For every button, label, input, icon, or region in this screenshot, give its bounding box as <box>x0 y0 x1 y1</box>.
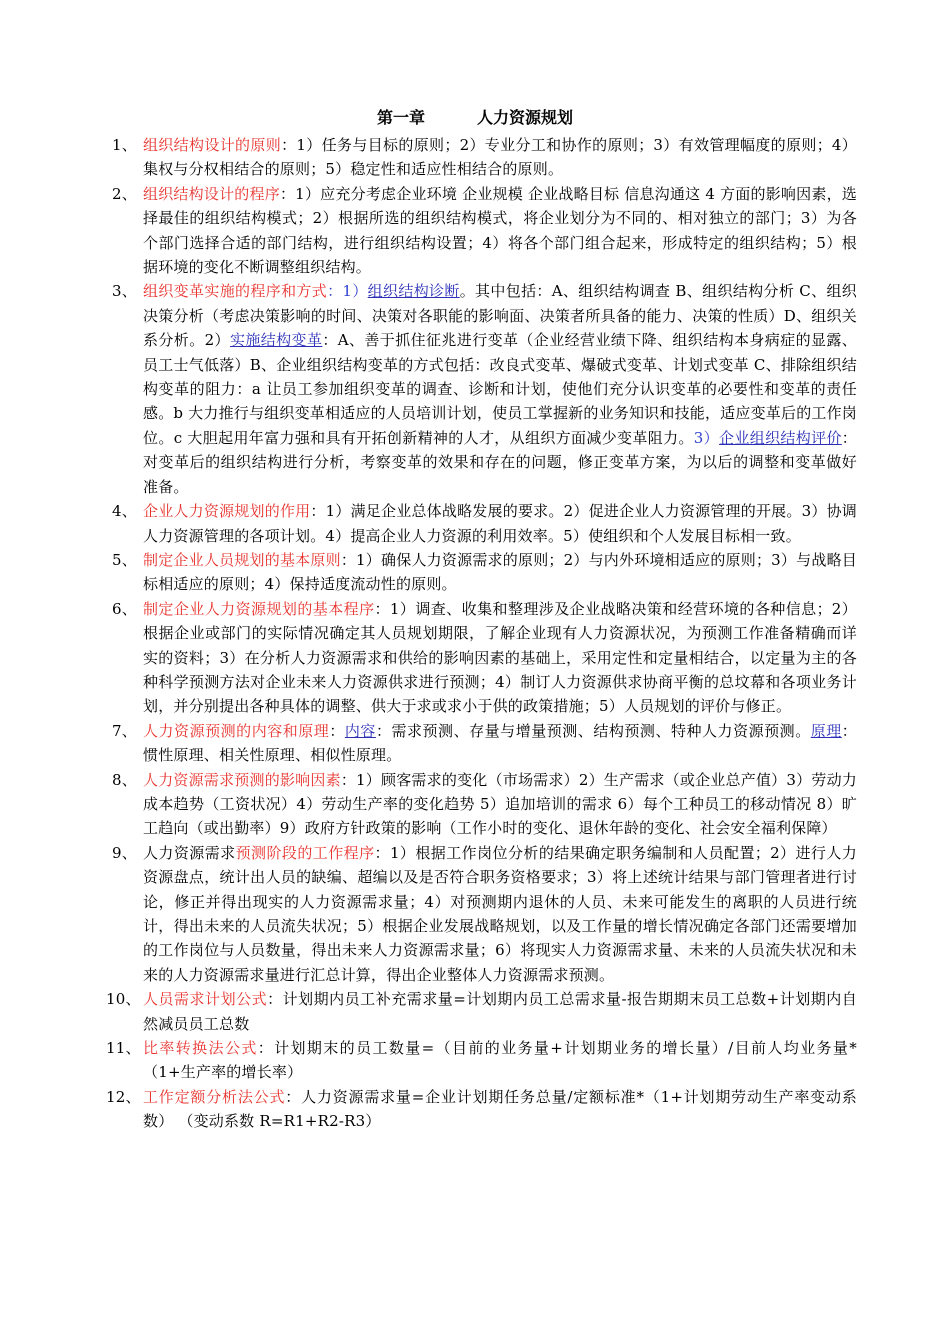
item-subnumber: 3） <box>693 428 720 447</box>
list-item <box>106 987 857 1036</box>
item-number: 4、 <box>112 502 137 521</box>
item-heading: 人力资源预测的内容和原理 <box>143 721 330 740</box>
item-text: ：A、善于抓住征兆进行变革（企业经营业绩下降、组织结构本身病症的显露、员工士气低落）B、企业组织结构变革的方式包括：改良式变革、爆破式变革、计划式变革 C、排除组织结构变革的阻力：a 让员工参加组织变革的调查、诊断和计划，使他们充分认识变革的必要性和变革的责任感。b 大力推行与组织变革相适应的人员培训计划，使员工掌握新的业务知识和技能，适应变革后的工作岗位。c 大胆起用年富力强和具有开拓创新精神的人才，从组织方面减少变革阻力。 <box>143 331 857 447</box>
item-heading: 组织结构设计的原则 <box>143 136 282 154</box>
item-link[interactable]: 原理 <box>810 721 842 740</box>
item-number: 7、 <box>112 721 137 740</box>
list-item <box>106 1085 857 1134</box>
list-item <box>112 768 857 841</box>
item-text: ：需求预测、存量与增量预测、结构预测、特种人力资源预测。 <box>375 721 811 740</box>
item-heading: 工作定额分析法公式 <box>143 1087 286 1106</box>
chapter-name: 人力资源规划 <box>477 108 574 127</box>
item-heading: 组织结构设计的程序 <box>143 184 280 203</box>
item-number: 12、 <box>106 1087 141 1106</box>
item-heading: 人员需求计划公式 <box>143 990 268 1009</box>
item-number: 9、 <box>112 843 137 862</box>
item-number: 2、 <box>112 184 137 203</box>
item-heading: 组织变革实施的程序和方式 <box>143 282 328 301</box>
list-item <box>112 597 857 719</box>
item-text: ：1）根据工作岗位分析的结果确定职务编制和人员配置；2）进行人力资源盘点，统计出人员的缺编、超编以及是否符合职务资格要求；3）将上述统计结果与部门管理者进行讨论，修正并得出现实的人力资源需求量；4）对预测期内退休的人员、未来可能发生的离职的人员进行统计，得出未来的人员流失状况；5）根据企业发展战略规划，以及工作量的增长情况确定各部门还需要增加的工作岗位与人员数量，得出未来人力资源需求量；6）将现实人力资源需求量、未来的人员流失状况和未来的人力资源需求量进行汇总计算，得出企业整体人力资源需求预测。 <box>143 843 857 984</box>
item-heading: 人力资源需求预测的影响因素 <box>143 770 341 789</box>
item-text: ：1）应充分考虑企业环境 企业规模 企业战略目标 信息沟通这 4 方面的影响因素，选择最佳的组织结构模式；2）根据所选的组织结构模式，将企业划分为不同的、相对独立的部门；3）为各个部门选择合适的部门结构，进行组织结构设置；4）将各个部门组合起来，形成特定的组织结构；5）根据环境的变化不断调整组织结构。 <box>143 184 857 277</box>
item-text: ：1）确保人力资源需求的原则；2）与内外环境相适应的原则；3）与战略目标相适应的原则；4）保持适度流动性的原则。 <box>143 550 857 594</box>
item-number: 10、 <box>106 990 141 1009</box>
list-item <box>112 841 857 987</box>
item-text: ：惯性原理、相关性原理、相似性原理。 <box>143 721 857 765</box>
item-link[interactable]: 内容 <box>344 721 376 740</box>
list-item <box>112 182 857 280</box>
item-text: ： <box>329 721 345 740</box>
item-text: 。其中包括：A、组织结构调查 B、组织结构分析 C、组织决策分析（考虑决策影响的时间、决策对各职能的影响面、决策者所具备的能力、决策的性质）D、组织关系分析。2） <box>143 282 857 350</box>
item-link[interactable]: 实施结构变革 <box>229 331 323 350</box>
list-item <box>112 548 857 597</box>
item-text: ：1）满足企业总体战略发展的要求。2）促进企业人力资源管理的开展。3）协调人力资源管理的各项计划。4）提高企业人力资源的利用效率。5）使组织和个人发展目标相一致。 <box>143 502 857 545</box>
chapter-title <box>0 107 950 129</box>
item-number: 11、 <box>106 1039 141 1058</box>
item-link[interactable]: 组织结构诊断 <box>367 282 460 301</box>
list-item <box>112 719 857 768</box>
item-heading: 比率转换法公式 <box>143 1039 258 1058</box>
numbered-list <box>106 133 858 1134</box>
chapter-number: 第一章 <box>376 108 425 127</box>
item-text: ：人力资源需求量=企业计划期任务总量/定额标准*（1+计划期劳动生产率变动系数） （变动系数 R=R1+R2-R3） <box>143 1087 857 1131</box>
item-link[interactable]: 企业组织结构评价 <box>719 428 842 447</box>
item-text: ：对变革后的组织结构进行分析，考察变革的效果和存在的问题，修正变革方案，为以后的调整和变革做好准备。 <box>143 428 857 496</box>
item-text: ：1）调查、收集和整理涉及企业战略决策和经营环境的各种信息；2）根据企业或部门的实际情况确定其人员规划期限，了解企业现有人力资源状况，为预测工作准备精确而详实的资料；3）在分析人力资源需求和供给的影响因素的基础上，采用定性和定量相结合，以定量为主的各种科学预测方法对企业未来人力资源供求进行预测；4）制订人力资源供求协商平衡的总坟幕和各项业务计划，并分别提出各种具体的调整、供大于求或求小于供的政策措施；5）人员规划的评价与修正。 <box>143 599 857 716</box>
item-text: 人力资源需求 <box>143 843 236 862</box>
item-number: 6、 <box>112 599 137 618</box>
list-item <box>106 1036 858 1085</box>
item-text: ：计划期末的员工数量=（目前的业务量+计划期业务的增长量）/目前人均业务量*（1+生产率的增长率） <box>143 1039 858 1082</box>
item-heading: 预测阶段的工作程序 <box>235 843 375 862</box>
item-text: ：计划期内员工补充需求量=计划期内员工总需求量-报告期期末员工总数+计划期内自然减员员工总数 <box>143 990 857 1033</box>
item-heading: 企业人力资源规划的作用 <box>143 502 311 521</box>
item-number: 1、 <box>112 136 137 154</box>
list-item <box>112 499 857 548</box>
list-item <box>112 279 857 499</box>
item-subnumber: ：1） <box>327 282 368 301</box>
item-number: 8、 <box>112 770 137 789</box>
item-heading: 制定企业人力资源规划的基本程序 <box>143 599 375 618</box>
item-number: 3、 <box>112 282 137 301</box>
list-item <box>112 133 857 182</box>
item-number: 5、 <box>112 550 137 569</box>
item-heading: 制定企业人员规划的基本原则 <box>143 550 341 569</box>
item-text: ：1）顾客需求的变化（市场需求）2）生产需求（或企业总产值）3）劳动力成本趋势（工资状况）4）劳动生产率的变化趋势 5）追加培训的需求 6）每个工种员工的移动情况 8）旷工趋向（或出勤率）9）政府方针政策的影响（工作小时的变化、退休年龄的变化、社会安全福利保障） <box>143 770 857 838</box>
item-text: ：1）任务与目标的原则；2）专业分工和协作的原则；3）有效管理幅度的原则；4）集权与分权相结合的原则；5）稳定性和适应性相结合的原则。 <box>143 136 857 179</box>
